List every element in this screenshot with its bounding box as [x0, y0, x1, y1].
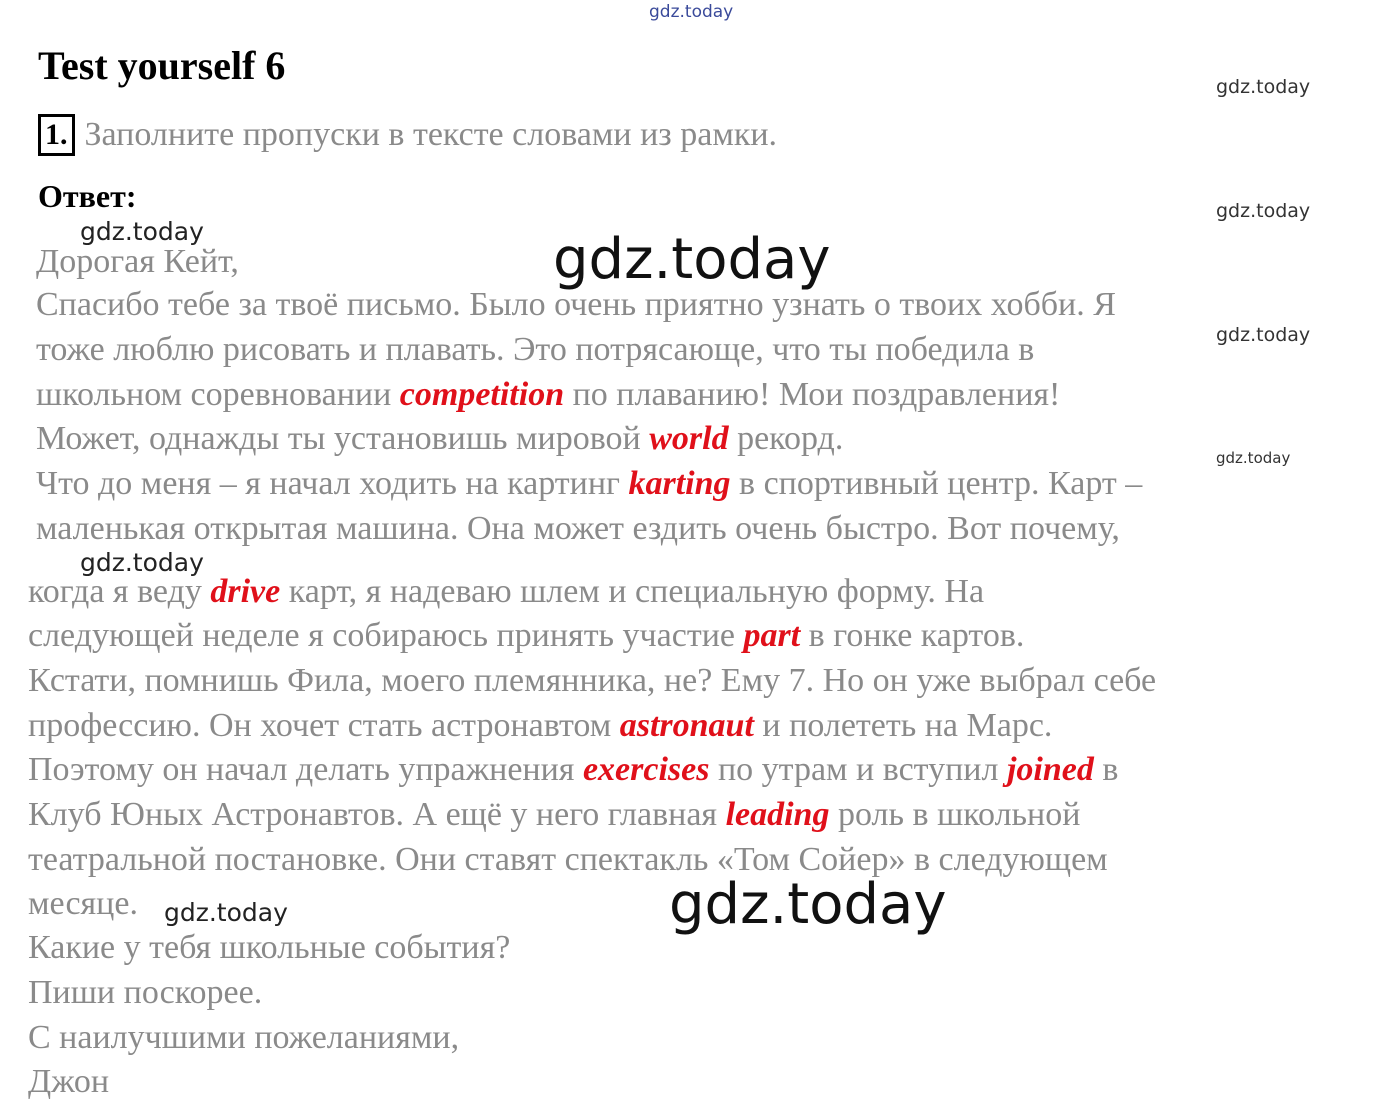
letter-line [28, 750, 1118, 790]
answer-word: drive [210, 573, 281, 610]
answer-word: astronaut [619, 707, 754, 744]
letter-line: Спасибо тебе за твоё письмо. Было очень приятно узнать о твоих хобби. Я [36, 286, 1116, 323]
answer-word: competition [399, 376, 565, 413]
text-segment: Может, однажды ты установишь мировой [36, 420, 650, 457]
task-instruction: Заполните пропуски в тексте словами из рамки. [84, 116, 778, 153]
letter-line [36, 464, 1142, 504]
text-segment: следующей неделе я собираюсь принять участие [28, 617, 744, 654]
text-segment: в [1093, 751, 1119, 788]
text-segment: профессию. Он хочет стать астронавтом [28, 707, 620, 744]
watermark-top: gdz.today [649, 2, 734, 22]
text-segment: Поэтому он начал делать упражнения [28, 751, 583, 788]
answer-label: Ответ: [38, 178, 137, 214]
text-segment: рекорд. [728, 420, 844, 457]
letter-line [28, 572, 984, 612]
answer-word: exercises [582, 751, 710, 788]
page-title: Test yourself 6 [38, 43, 286, 88]
letter-line: Какие у тебя школьные события? [28, 929, 511, 966]
watermark: gdz.today [80, 217, 204, 246]
watermark: gdz.today [1216, 449, 1291, 467]
answer-word: leading [725, 796, 830, 833]
letter-signature: Джон [28, 1063, 110, 1100]
watermark: gdz.today [1216, 324, 1311, 346]
watermark-large: gdz.today [553, 227, 831, 292]
answer-word: world [649, 420, 729, 457]
text-segment: по утрам и вступил [709, 751, 1007, 788]
text-segment: карт, я надеваю шлем и специальную форму. На [280, 573, 985, 610]
watermark-large: gdz.today [669, 872, 947, 937]
text-segment: Клуб Юных Астронавтов. А ещё у него главная [28, 796, 726, 833]
letter-line: Кстати, помнишь Фила, моего племянника, не? Ему 7. Но он уже выбрал себе [28, 662, 1157, 699]
watermark: gdz.today [80, 548, 204, 577]
task-header [38, 114, 777, 156]
watermark: gdz.today [1216, 200, 1311, 222]
letter-line [28, 706, 1052, 746]
text-segment: когда я веду [28, 573, 211, 610]
letter-line: месяце. [28, 885, 138, 922]
letter-line [36, 375, 1060, 415]
text-segment: школьном соревновании [36, 376, 400, 413]
letter-line: Пиши поскорее. [28, 974, 263, 1011]
text-segment: по плаванию! Мои поздравления! [564, 376, 1061, 413]
task-number: 1. [38, 114, 75, 156]
text-segment: в гонке картов. [800, 617, 1025, 654]
answer-word: joined [1006, 751, 1094, 788]
text-segment: Что до меня – я начал ходить на картинг [36, 465, 629, 502]
letter-line: тоже люблю рисовать и плавать. Это потрясающе, что ты победила в [36, 331, 1035, 368]
answer-word: karting [628, 465, 731, 502]
letter-line [28, 795, 1080, 835]
text-segment: роль в школьной [829, 796, 1081, 833]
letter-line [28, 616, 1024, 656]
letter-line: театральной постановке. Они ставят спектакль «Том Сойер» в следующем [28, 841, 1108, 878]
letter-line [36, 419, 843, 459]
watermark: gdz.today [1216, 76, 1311, 98]
answer-word: part [743, 617, 801, 654]
letter-greeting: Дорогая Кейт, [36, 243, 239, 280]
text-segment: в спортивный центр. Карт – [730, 465, 1143, 502]
text-segment: и полететь на Марс. [753, 707, 1053, 744]
letter-line: маленькая открытая машина. Она может ездить очень быстро. Вот почему, [36, 510, 1120, 547]
letter-line: С наилучшими пожеланиями, [28, 1019, 460, 1056]
watermark: gdz.today [164, 898, 288, 927]
